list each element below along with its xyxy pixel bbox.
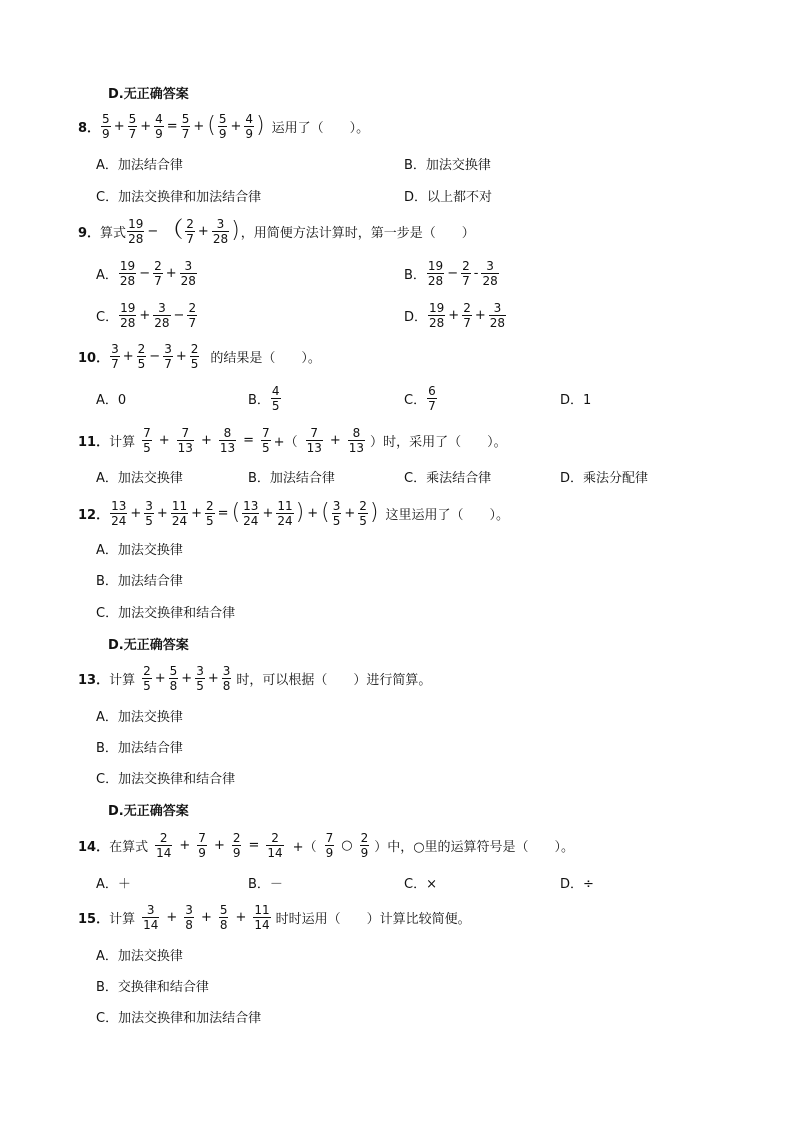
text-fragment: C．加法交换律和加法结合律	[96, 189, 262, 205]
numerator: 3	[216, 216, 225, 231]
text-fragment: A．加法交换律	[96, 542, 183, 558]
numerator: 3	[111, 341, 119, 356]
fraction	[427, 384, 437, 413]
math-operator: +（	[292, 839, 317, 855]
denominator: 9	[102, 126, 110, 141]
math-operator: )	[256, 113, 265, 138]
math-operator: )	[369, 500, 379, 525]
q13-option-d[interactable]	[108, 789, 189, 829]
denominator: 24	[171, 513, 188, 528]
q9-frac-3	[212, 217, 229, 246]
q15-number: 15．	[78, 911, 110, 927]
fraction	[153, 259, 163, 288]
denominator: 8	[185, 917, 193, 932]
q12-option-d[interactable]	[108, 623, 189, 663]
q10-text: 的结果是（ ）。	[210, 350, 321, 366]
fraction	[232, 831, 242, 860]
numerator: 7	[198, 830, 206, 845]
denominator: 28	[212, 231, 229, 246]
denominator: 28	[120, 315, 136, 330]
numerator: 11	[277, 498, 293, 513]
denominator: 24	[111, 513, 127, 528]
text-fragment: B．加法结合律	[96, 573, 183, 589]
fraction	[197, 831, 207, 860]
denominator: 8	[169, 678, 178, 693]
numerator: 2	[154, 258, 162, 273]
fraction	[306, 426, 323, 455]
numerator: 3	[222, 663, 231, 678]
numerator: 3	[184, 258, 193, 273]
fraction	[142, 903, 159, 932]
denominator: 24	[277, 513, 293, 528]
numerator: 11	[171, 498, 188, 513]
text-fragment: D．÷	[560, 876, 594, 892]
denominator: 28	[427, 273, 444, 288]
numerator: 2	[271, 830, 279, 845]
numerator: 7	[181, 425, 190, 440]
q9-frac-1	[127, 217, 144, 246]
q13-text: 时，可以根据（ ）进行简算。	[236, 672, 432, 688]
denominator: 7	[463, 315, 471, 330]
fraction	[427, 259, 444, 288]
math-operator: (	[207, 113, 216, 138]
denominator: 5	[359, 513, 367, 528]
numerator: 3	[146, 902, 155, 917]
fraction	[142, 426, 152, 455]
text-fragment: D．1	[560, 392, 592, 408]
numerator: 6	[428, 383, 436, 398]
numerator: 2	[190, 341, 199, 356]
q8-frac-1	[101, 112, 111, 141]
fraction	[222, 664, 232, 693]
numerator: 19	[429, 300, 445, 315]
text-fragment: A．	[96, 267, 118, 283]
q13-number: 13．	[78, 672, 110, 688]
fraction	[219, 426, 236, 455]
math-operator: +	[165, 265, 177, 281]
denominator: 8	[219, 917, 228, 932]
denominator: 9	[198, 845, 206, 860]
numerator: 5	[218, 111, 227, 126]
numerator: 13	[111, 498, 127, 513]
denominator: 7	[154, 273, 162, 288]
math-operator: （	[161, 218, 184, 243]
numerator: 2	[137, 341, 146, 356]
numerator: 2	[159, 830, 168, 845]
denominator: 13	[306, 440, 322, 455]
q11-text: 时，采用了（ ）。	[383, 434, 507, 450]
numerator: 2	[188, 300, 197, 315]
fraction	[177, 426, 194, 455]
numerator: 19	[427, 258, 444, 273]
numerator: 3	[158, 300, 166, 315]
q8-frac-2	[128, 112, 138, 141]
math-operator: +	[166, 909, 178, 925]
fraction	[461, 259, 471, 288]
fraction	[253, 903, 270, 932]
q14-option-b[interactable]	[248, 862, 283, 902]
q9-option-c[interactable]	[96, 295, 198, 335]
q14-circle-symbol: ○	[341, 837, 353, 853]
numerator: 3	[493, 300, 502, 315]
text-fragment: D．乘法分配律	[560, 470, 649, 486]
denominator: 5	[196, 678, 204, 693]
numerator: 2	[463, 300, 471, 315]
denominator: 28	[482, 273, 498, 288]
math-operator: +	[262, 505, 274, 521]
numerator: 13	[243, 498, 259, 513]
question-12	[78, 493, 509, 533]
text-fragment: D.无正确答案	[108, 637, 189, 653]
text-fragment: A．加法结合律	[96, 157, 183, 173]
text-fragment: A．＋	[96, 876, 131, 892]
text-fragment: B．加法结合律	[96, 740, 183, 756]
numerator: 3	[164, 341, 172, 356]
q8-frac-5	[218, 112, 228, 141]
math-operator: +	[207, 670, 219, 686]
text-fragment: B．加法结合律	[248, 470, 335, 486]
math-operator: +	[113, 118, 125, 134]
numerator: 5	[181, 111, 190, 126]
denominator: 28	[429, 315, 445, 330]
math-operator: +（	[273, 434, 298, 450]
q9-text: ，用简便方法计算时，第一步是（ ）	[240, 225, 475, 241]
numerator: 19	[128, 216, 144, 231]
text-fragment: B．	[248, 392, 270, 408]
denominator: 5	[145, 513, 153, 528]
question-10	[78, 336, 321, 376]
math-operator: +	[179, 837, 191, 853]
math-operator: +	[230, 118, 242, 134]
fraction	[348, 426, 365, 455]
q7-option-d-text: D.无正确答案	[108, 86, 189, 102]
text-fragment: ）	[370, 434, 384, 450]
math-operator: +	[181, 670, 193, 686]
numerator: 2	[232, 830, 241, 845]
math-operator: +	[122, 348, 134, 364]
fraction	[428, 301, 445, 330]
fraction	[266, 831, 283, 860]
q14-option-d[interactable]	[560, 862, 594, 902]
denominator: 7	[186, 231, 194, 246]
text-fragment: 计算	[109, 672, 136, 688]
q8-frac-3	[154, 112, 164, 141]
text-fragment: B．加法交换律	[404, 157, 491, 173]
numerator: 7	[325, 830, 334, 845]
numerator: 4	[271, 383, 280, 398]
fraction	[119, 259, 136, 288]
fraction	[489, 301, 506, 330]
math-operator: +	[235, 909, 247, 925]
text-fragment: B．－	[248, 876, 283, 892]
text-fragment: C．	[96, 309, 119, 325]
numerator: 8	[223, 425, 232, 440]
math-operator: +	[158, 432, 170, 448]
denominator: 9	[232, 845, 241, 860]
math-operator: +	[448, 307, 460, 323]
numerator: 3	[196, 663, 204, 678]
fraction	[332, 499, 342, 528]
text-fragment: A．加法交换律	[96, 948, 183, 964]
text-fragment: D.无正确答案	[108, 803, 189, 819]
math-operator: +	[130, 505, 142, 521]
math-operator: =	[248, 837, 260, 853]
math-operator: +	[154, 670, 166, 686]
math-operator: −	[149, 348, 161, 364]
fraction	[184, 903, 194, 932]
q14-option-c[interactable]	[404, 862, 437, 902]
fraction	[137, 342, 147, 371]
numerator: 5	[128, 111, 137, 126]
numerator: 2	[206, 498, 214, 513]
fraction	[171, 499, 188, 528]
math-operator: +	[193, 118, 205, 134]
numerator: 3	[332, 498, 341, 513]
q9-option-b[interactable]	[404, 253, 500, 293]
numerator: 4	[245, 111, 254, 126]
numerator: 2	[359, 498, 367, 513]
q9-frac-2	[185, 217, 195, 246]
denominator: 13	[177, 440, 193, 455]
denominator: 5	[271, 398, 280, 413]
text-fragment: 计算	[109, 911, 136, 927]
fraction	[325, 831, 335, 860]
denominator: 7	[111, 356, 119, 371]
fraction	[462, 301, 472, 330]
fraction	[219, 903, 229, 932]
denominator: 7	[164, 356, 172, 371]
denominator: 14	[156, 845, 172, 860]
fraction	[481, 259, 498, 288]
fraction	[261, 426, 271, 455]
denominator: 14	[267, 845, 283, 860]
denominator: 28	[154, 315, 170, 330]
math-operator: +	[191, 505, 203, 521]
fraction	[205, 499, 215, 528]
q10-number: 10．	[78, 350, 110, 366]
denominator: 8	[222, 678, 231, 693]
q10-option-d[interactable]	[560, 378, 591, 418]
fraction	[155, 831, 172, 860]
fraction	[110, 499, 127, 528]
q10-option-b[interactable]	[248, 378, 282, 418]
denominator: 5	[137, 356, 146, 371]
q12-text: 这里运用了（ ）。	[385, 507, 510, 523]
q14-text: ）中，○里的运算符号是（ ）。	[374, 839, 575, 855]
denominator: 7	[188, 315, 197, 330]
denominator: 13	[348, 440, 365, 455]
numerator: 7	[262, 425, 270, 440]
text-fragment: C．加法交换律和加法结合律	[96, 1010, 262, 1026]
math-operator: =	[243, 432, 255, 448]
q11-option-c[interactable]	[404, 456, 491, 496]
fraction	[163, 342, 173, 371]
denominator: 28	[119, 273, 136, 288]
math-operator: -	[473, 265, 479, 281]
denominator: 5	[190, 356, 199, 371]
numerator: 5	[219, 902, 228, 917]
q9-option-d[interactable]	[404, 295, 507, 335]
q8-text: 运用了（ ）。	[271, 120, 370, 136]
math-operator: +	[197, 223, 209, 239]
q15-text: 时时运用（ ）计算比较简便。	[275, 911, 471, 927]
fraction	[187, 301, 197, 330]
math-operator: (	[231, 500, 241, 525]
q8-frac-6	[244, 112, 254, 141]
q11-option-a[interactable]	[96, 456, 183, 496]
math-operator: −	[147, 223, 159, 239]
fraction	[271, 384, 281, 413]
fraction	[142, 664, 152, 693]
fraction	[358, 499, 368, 528]
text-fragment: C．	[404, 392, 427, 408]
text-fragment: D．以上都不对	[404, 189, 493, 205]
q14-number: 14．	[78, 839, 110, 855]
numerator: 19	[119, 258, 136, 273]
denominator: 14	[143, 917, 159, 932]
math-operator: +	[156, 505, 168, 521]
denominator: 9	[218, 126, 227, 141]
fraction	[242, 499, 259, 528]
q8-option-d[interactable]	[404, 175, 492, 215]
q9-number: 9．	[78, 225, 101, 241]
numerator: 2	[360, 830, 369, 845]
math-operator: +	[213, 837, 225, 853]
question-11	[78, 420, 507, 460]
denominator: 28	[489, 315, 506, 330]
math-operator: −	[173, 307, 185, 323]
denominator: 7	[181, 126, 190, 141]
q11-option-d[interactable]	[560, 456, 648, 496]
math-operator: (	[321, 500, 330, 525]
denominator: 9	[245, 126, 254, 141]
question-8	[78, 106, 369, 146]
text-fragment: 计算	[109, 434, 136, 450]
math-operator: +	[200, 909, 212, 925]
denominator: 24	[243, 513, 259, 528]
q9-pre: 算式	[100, 225, 127, 241]
denominator: 7	[428, 398, 436, 413]
fraction	[144, 499, 154, 528]
math-operator: =	[217, 505, 229, 521]
math-operator: =	[166, 118, 178, 134]
numerator: 2	[462, 258, 470, 273]
question-14	[78, 825, 574, 865]
math-operator: +	[329, 432, 341, 448]
denominator: 14	[254, 917, 270, 932]
denominator: 5	[143, 678, 151, 693]
math-operator: +	[344, 505, 356, 521]
math-operator: +	[175, 348, 187, 364]
numerator: 7	[143, 425, 151, 440]
denominator: 5	[143, 440, 151, 455]
text-fragment: C．×	[404, 876, 437, 892]
numerator: 3	[486, 258, 494, 273]
numerator: 5	[102, 111, 110, 126]
text-fragment: B．	[404, 267, 426, 283]
denominator: 5	[262, 440, 270, 455]
fraction	[180, 259, 197, 288]
text-fragment: C．乘法结合律	[404, 470, 492, 486]
numerator: 3	[145, 498, 153, 513]
q10-option-a[interactable]	[96, 378, 126, 418]
text-fragment: A．加法交换律	[96, 470, 183, 486]
q12-number: 12．	[78, 507, 110, 523]
fraction	[119, 301, 136, 330]
q8-frac-4	[181, 112, 191, 141]
q11-number: 11．	[78, 434, 110, 450]
fraction	[153, 301, 170, 330]
q15-option-c[interactable]	[96, 996, 261, 1036]
math-operator: +	[140, 118, 152, 134]
q10-option-c[interactable]	[404, 378, 438, 418]
denominator: 9	[360, 845, 369, 860]
q14-option-a[interactable]	[96, 862, 131, 902]
text-fragment: D．	[404, 309, 428, 325]
denominator: 13	[219, 440, 236, 455]
denominator: 28	[180, 273, 196, 288]
denominator: 5	[206, 513, 214, 528]
fraction	[195, 664, 205, 693]
text-fragment: A．0	[96, 392, 127, 408]
question-9	[78, 211, 475, 251]
numerator: 7	[310, 425, 319, 440]
question-13	[78, 658, 431, 698]
q8-number: 8．	[78, 120, 101, 136]
q11-option-b[interactable]	[248, 456, 335, 496]
denominator: 9	[325, 845, 334, 860]
text-fragment: C．加法交换律和结合律	[96, 771, 236, 787]
math-operator: +	[200, 432, 212, 448]
fraction	[110, 342, 120, 371]
math-operator: +	[307, 505, 319, 521]
math-operator: )	[231, 218, 240, 243]
numerator: 2	[143, 663, 151, 678]
numerator: 8	[352, 425, 361, 440]
numerator: 2	[186, 216, 194, 231]
denominator: 28	[128, 231, 144, 246]
math-operator: +	[474, 307, 486, 323]
numerator: 3	[185, 902, 193, 917]
text-fragment: B．交换律和结合律	[96, 979, 209, 995]
text-fragment: C．加法交换律和结合律	[96, 605, 236, 621]
fraction	[276, 499, 293, 528]
numerator: 4	[155, 111, 163, 126]
numerator: 11	[254, 902, 270, 917]
math-operator: )	[295, 500, 305, 525]
q9-option-a[interactable]	[96, 253, 198, 293]
text-fragment: A．加法交换律	[96, 709, 183, 725]
question-15	[78, 897, 471, 937]
math-operator: −	[139, 265, 151, 281]
fraction	[190, 342, 200, 371]
math-operator: +	[139, 307, 151, 323]
fraction	[360, 831, 370, 860]
numerator: 19	[120, 300, 136, 315]
q8-option-c[interactable]	[96, 175, 261, 215]
text-fragment: 在算式	[109, 839, 149, 855]
denominator: 9	[155, 126, 163, 141]
math-operator: −	[447, 265, 459, 281]
denominator: 7	[128, 126, 137, 141]
denominator: 5	[332, 513, 341, 528]
denominator: 7	[462, 273, 470, 288]
numerator: 5	[169, 663, 178, 678]
fraction	[169, 664, 179, 693]
